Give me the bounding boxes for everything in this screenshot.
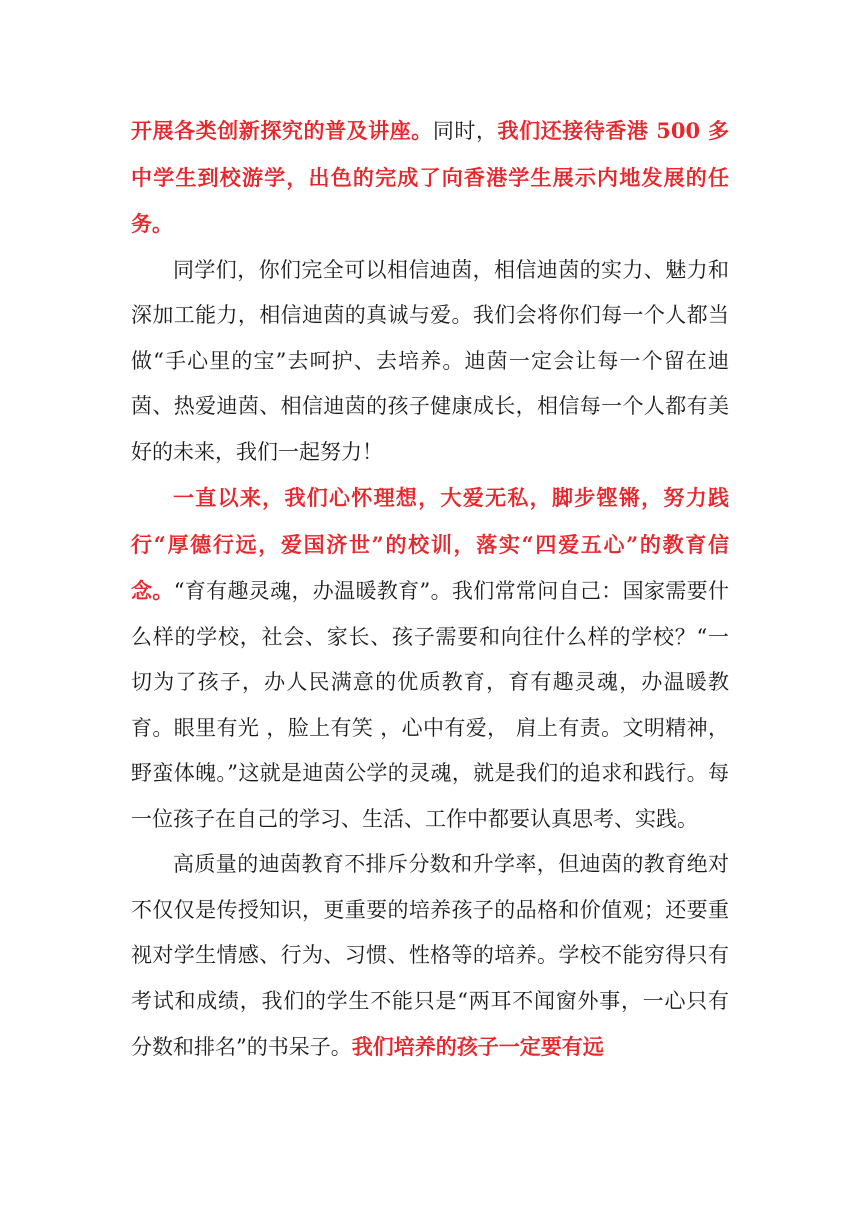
text-run: 同时，: [432, 119, 498, 143]
text-run: “育有趣灵魂，办温暖教育”。我们常常问自己：国家需要什么样的学校，社会、家长、孩子需要和向往什么样的学校？“一切为了孩子，办人民满意的优质教育，育有趣灵魂，办温暖教育。眼里有光 ，脸上有笑 ，心中有爱， 肩上有责。文明精神， 野蛮体魄。”这就是迪茵公学的灵魂，就是我们的追求和践行。每一位孩子在自己的学习、生活、工作中都要认真思考、实践。: [131, 579, 729, 831]
text-run: 开展各类创新探究的普及讲座。: [131, 118, 433, 143]
paragraph-1: [131, 108, 729, 248]
text-run: 高质量的迪茵教育不排斥分数和升学率，但迪茵的教育绝对不仅仅是传授知识，更重要的培养孩子的品格和价值观；还要重视对学生情感、行为、习惯、性格等的培养。学校不能穷得只有考试和成绩，我们的学生不能只是“两耳不闻窗外事，一心只有分数和排名”的书呆子。: [131, 852, 729, 1059]
document-body: [131, 108, 729, 1071]
text-run: 我们还接待香港 500 多中学生到校游学，出色的完成了向香港学生展示内地发展的任务。: [131, 118, 730, 236]
paragraph-2: [131, 248, 729, 476]
text-run: 我们培养的孩子一定要有远: [351, 1034, 604, 1059]
paragraph-3: [131, 475, 729, 842]
paragraph-4: [131, 842, 729, 1071]
text-run: 同学们，你们完全可以相信迪茵，相信迪茵的实力、魅力和深加工能力，相信迪茵的真诚与爱。我们会将你们每一个人都当做“手心里的宝”去呵护、去培养。迪茵一定会让每一个留在迪茵、热爱迪茵、相信迪茵的孩子健康成长，相信每一个人都有美好的未来，我们一起努力！: [131, 257, 729, 464]
text-run: 一直以来，我们心怀理想，大爱无私，脚步铿锵，努力践行“厚德行远，爱国济世”的校训，落实“四爱五心”的教育信念。: [131, 485, 729, 603]
